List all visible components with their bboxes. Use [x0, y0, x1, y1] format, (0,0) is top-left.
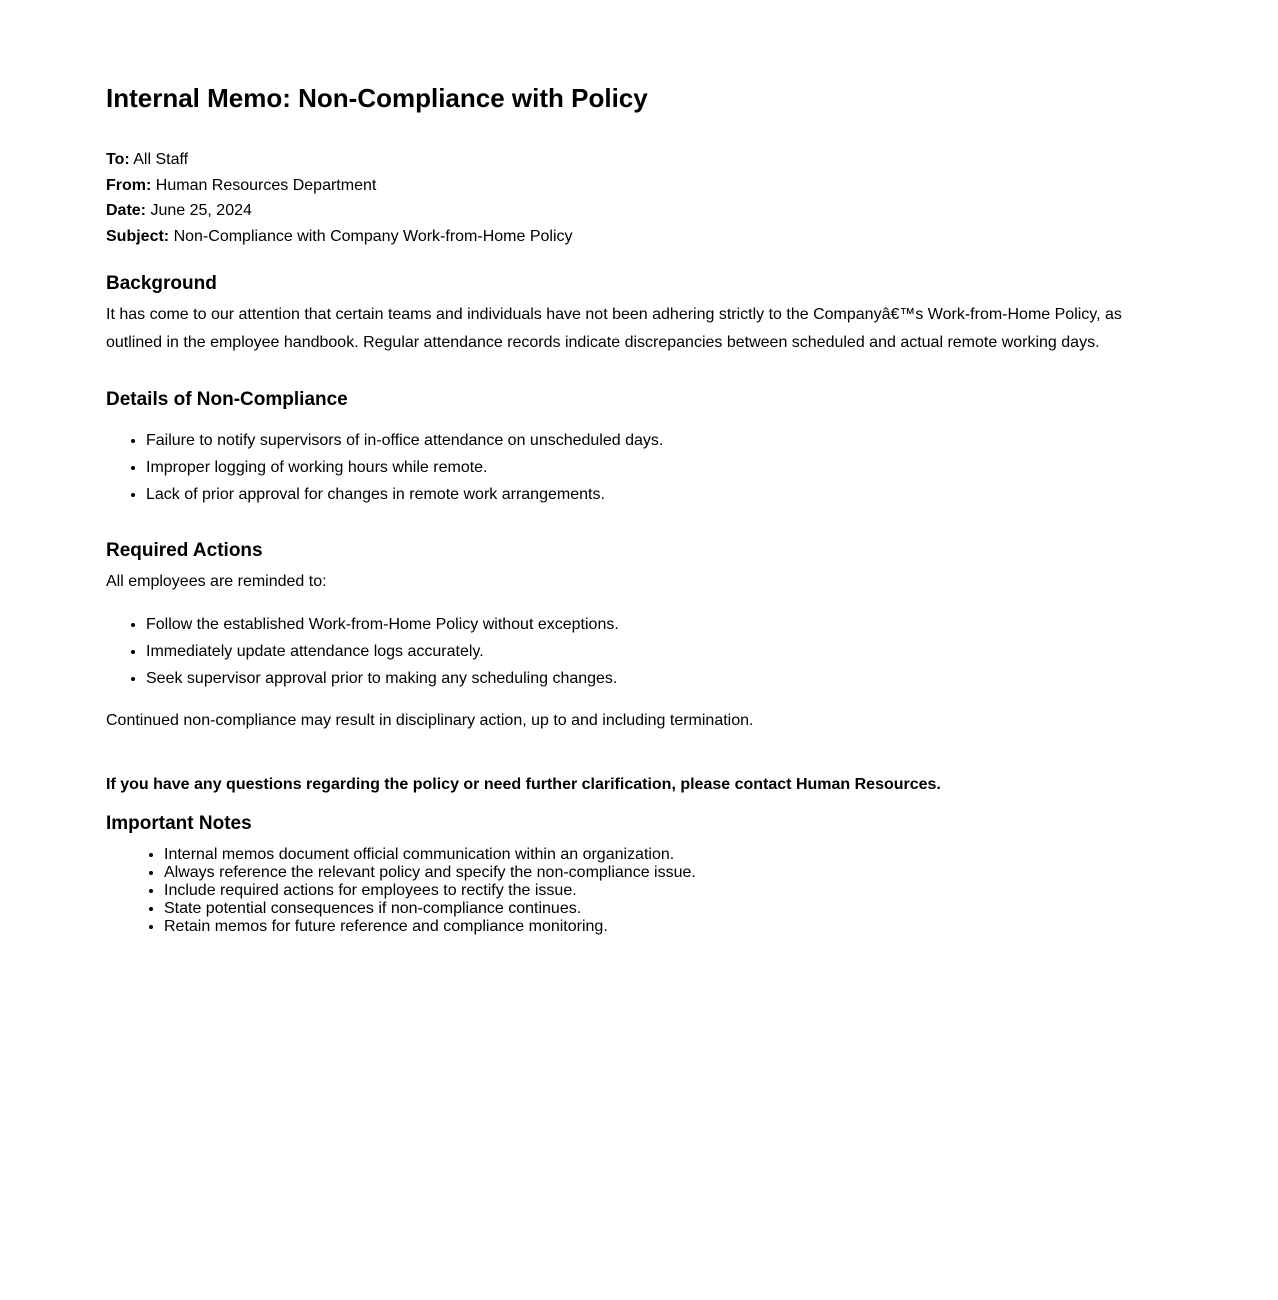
details-list: [106, 427, 1172, 508]
list-item: • Retain memos for future reference and compliance monitoring.: [164, 918, 1172, 936]
list-item: • Seek supervisor approval prior to making any scheduling changes.: [146, 665, 1172, 692]
list-item: • Failure to notify supervisors of in-office attendance on unscheduled days.: [146, 427, 1172, 454]
memo-header: [106, 147, 1172, 250]
list-item: • Lack of prior approval for changes in remote work arrangements.: [146, 481, 1172, 508]
actions-intro: All employees are reminded to:: [106, 572, 327, 590]
details-heading: Details of Non-Compliance: [106, 388, 348, 410]
list-item: • Immediately update attendance logs accurately.: [146, 638, 1172, 665]
list-item: • Include required actions for employees to rectify the issue.: [164, 882, 1172, 900]
actions-heading: Required Actions: [106, 539, 263, 561]
background-text: It has come to our attention that certain teams and individuals have not been adhering strictly to the Companyâ€™s Work-from-Home Policy, as outlined in the employee handbook. Regular attendance records indicate discrepancies between scheduled and actual remote working days.: [106, 305, 1122, 351]
consequence-warning: Continued non-compliance may result in disciplinary action, up to and including termination.: [106, 711, 754, 729]
date-value: June 25, 2024: [150, 202, 252, 220]
actions-section: [106, 539, 1172, 735]
contact-hr-note: If you have any questions regarding the policy or need further clarification, please contact Human Resources.: [106, 775, 941, 793]
notes-heading: Important Notes: [106, 812, 252, 834]
list-item: • Improper logging of working hours while remote.: [146, 454, 1172, 481]
actions-list: [106, 611, 1172, 692]
list-item: • Internal memos document official communication within an organization.: [164, 846, 1172, 864]
from-value: Human Resources Department: [155, 176, 377, 194]
background-section: [106, 272, 1172, 357]
notes-list: [106, 846, 1172, 936]
page-title: Internal Memo: Non-Compliance with Policy: [106, 83, 648, 113]
memo-from-row: [106, 173, 1172, 199]
list-item: • Follow the established Work-from-Home Policy without exceptions.: [146, 611, 1172, 638]
date-label: Date:: [106, 202, 147, 220]
from-label: From:: [106, 176, 152, 194]
subject-label: Subject:: [106, 228, 170, 246]
memo-subject-row: [106, 224, 1172, 250]
to-label: To:: [106, 151, 130, 168]
subject-value: Non-Compliance with Company Work-from-Home Policy: [173, 228, 573, 246]
background-heading: Background: [106, 272, 217, 294]
details-section: [106, 388, 1172, 508]
memo-date-row: [106, 198, 1172, 224]
memo-to-row: [106, 147, 1172, 173]
to-value: All Staff: [133, 151, 189, 168]
list-item: • Always reference the relevant policy and specify the non-compliance issue.: [164, 864, 1172, 882]
list-item: • State potential consequences if non-compliance continues.: [164, 900, 1172, 918]
notes-section: [106, 812, 1172, 936]
